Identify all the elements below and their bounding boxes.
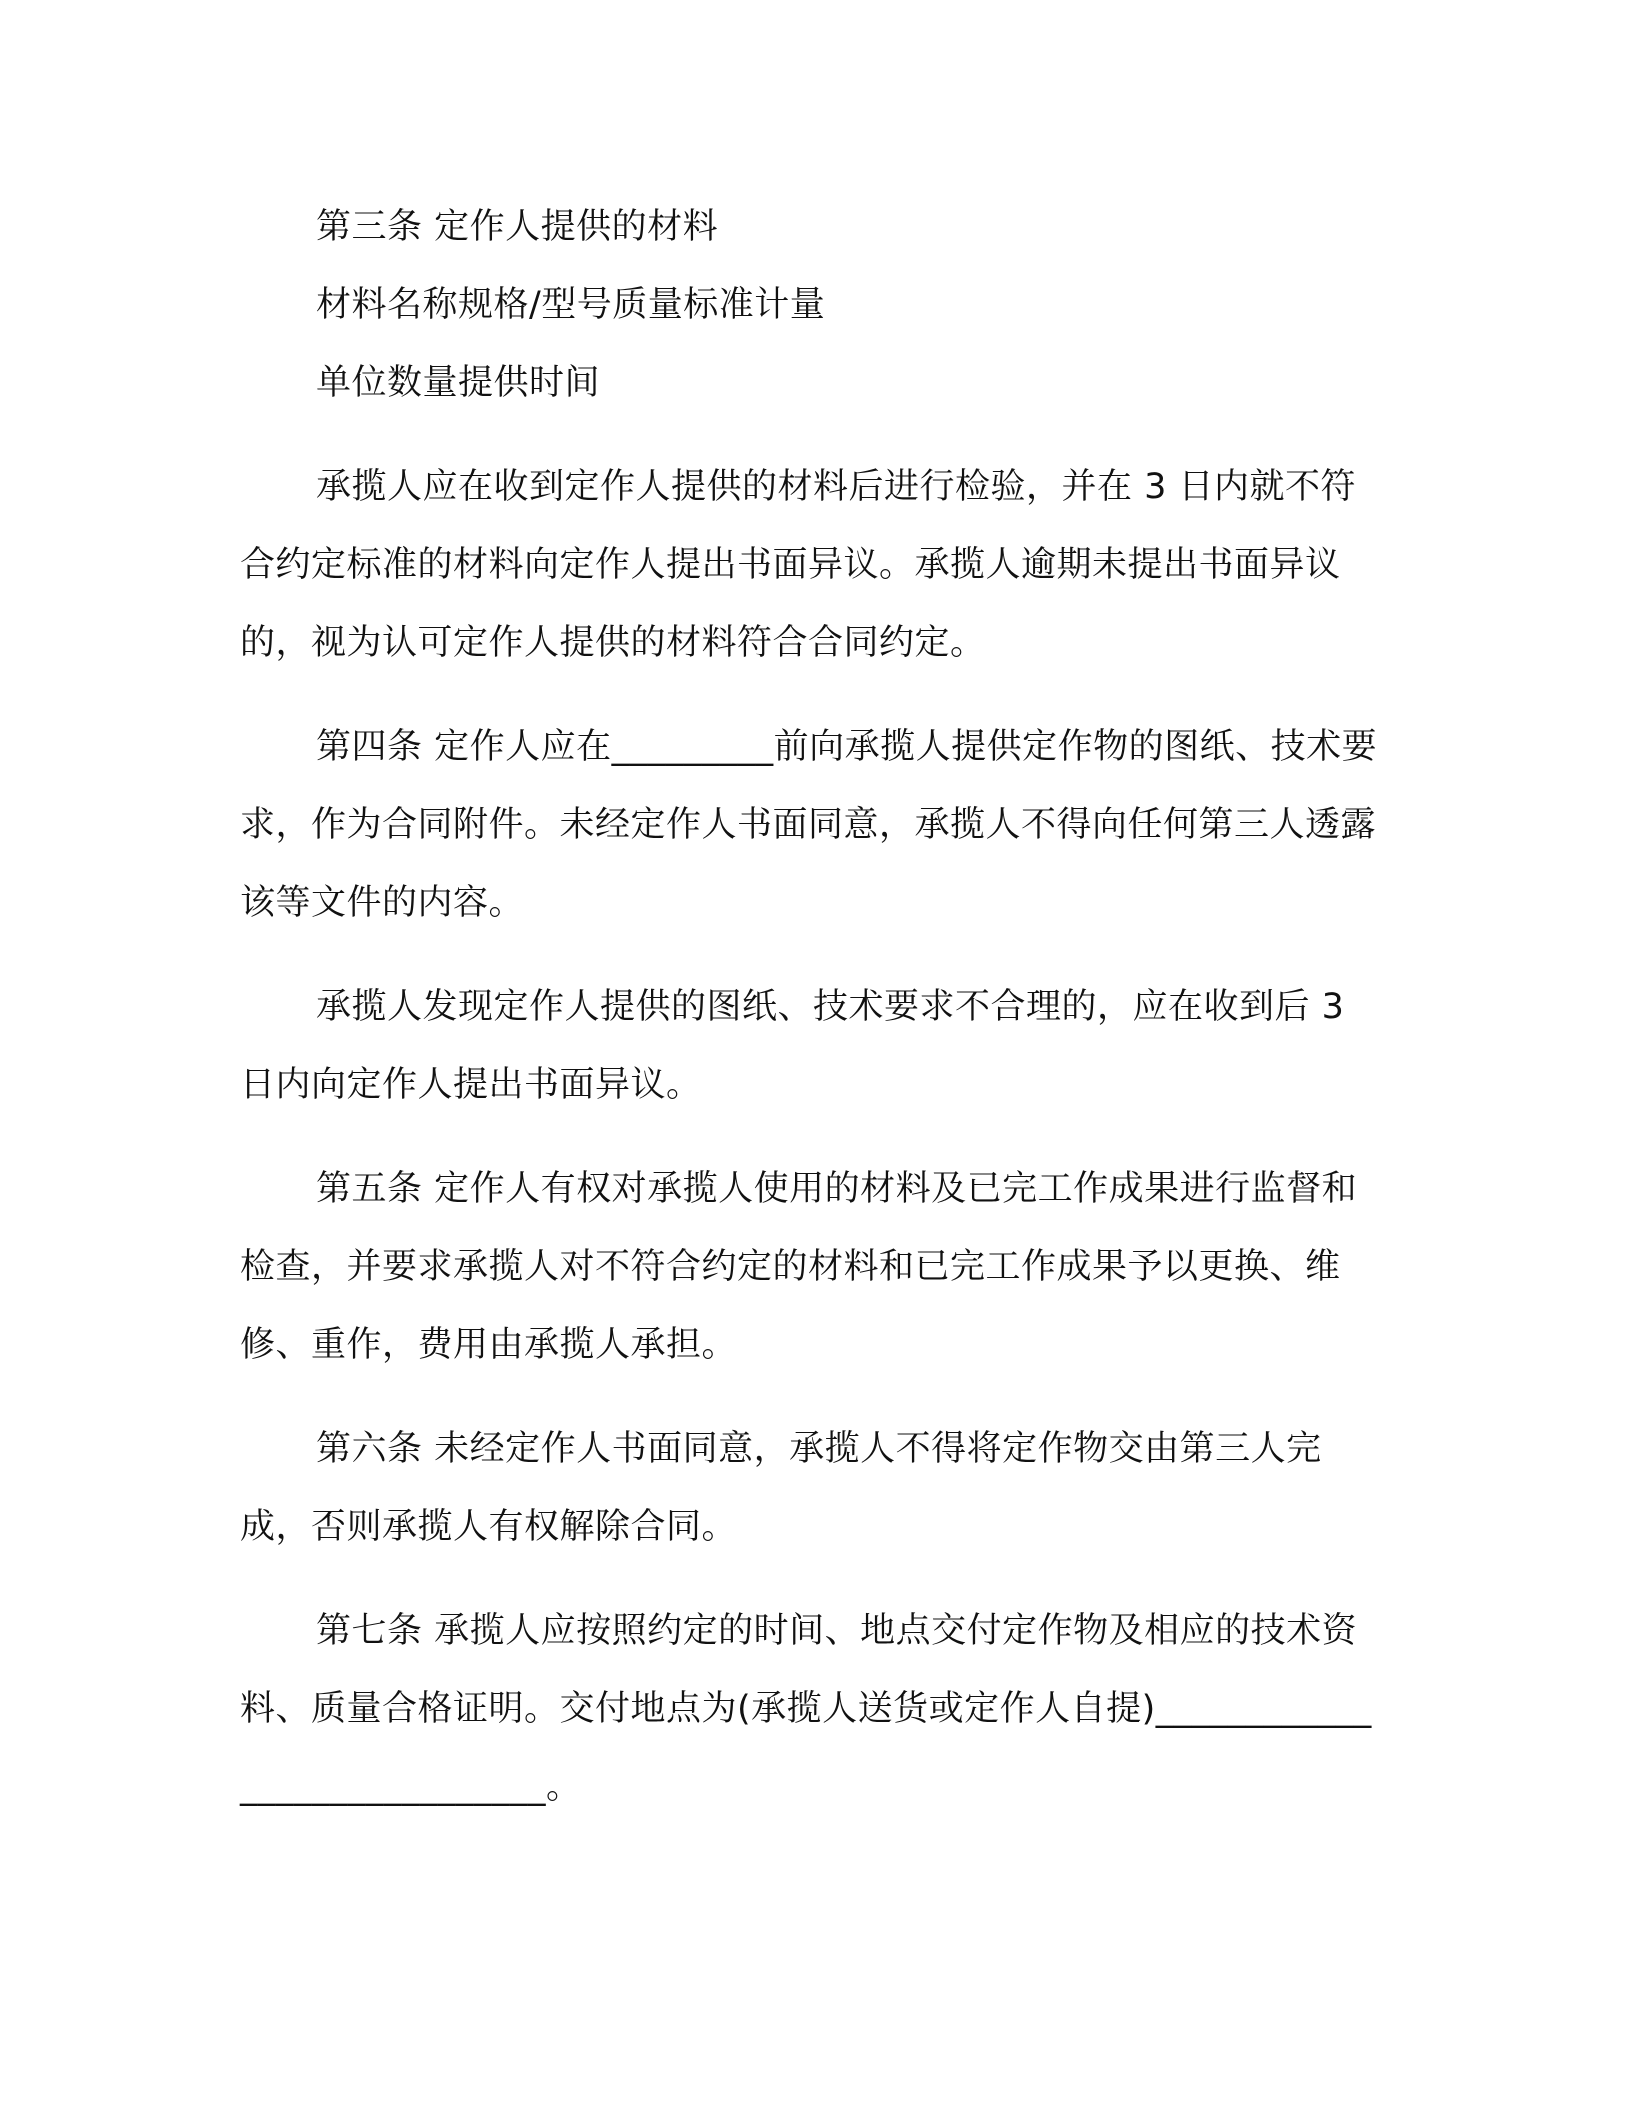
article-4-paragraph: 第四条 定作人应在_________前向承揽人提供定作物的图纸、技术要求，作为合同附件。未经定作人书面同意，承揽人不得向任何第三人透露该等文件的内容。 <box>240 727 1378 923</box>
article-4-objection-paragraph: 承揽人发现定作人提供的图纸、技术要求不合理的，应在收到后 3 日内向定作人提出书面异议。 <box>240 987 1345 1105</box>
article-7-paragraph: 第七条 承揽人应按照约定的时间、地点交付定作物及相应的技术资料、质量合格证明。交付地点为(承揽人送货或定作人自提)_____________________________。 <box>240 1611 1372 1807</box>
article-3-inspection-paragraph: 承揽人应在收到定作人提供的材料后进行检验，并在 3 日内就不符合约定标准的材料向定作人提出书面异议。承揽人逾期未提出书面异议的，视为认可定作人提供的材料符合合同约定。 <box>240 467 1357 663</box>
article-6-paragraph: 第六条 未经定作人书面同意，承揽人不得将定作物交由第三人完成，否则承揽人有权解除合同。 <box>240 1429 1322 1547</box>
materials-table-header-line-1: 材料名称规格/型号质量标准计量 <box>316 285 826 325</box>
article-3-heading: 第三条 定作人提供的材料 <box>316 207 719 247</box>
materials-table-header-line-2: 单位数量提供时间 <box>316 363 601 403</box>
article-5-paragraph: 第五条 定作人有权对承揽人使用的材料及已完工作成果进行监督和检查，并要求承揽人对不符合约定的材料和已完工作成果予以更换、维修、重作，费用由承揽人承担。 <box>240 1169 1358 1365</box>
document-body <box>240 188 1380 1826</box>
